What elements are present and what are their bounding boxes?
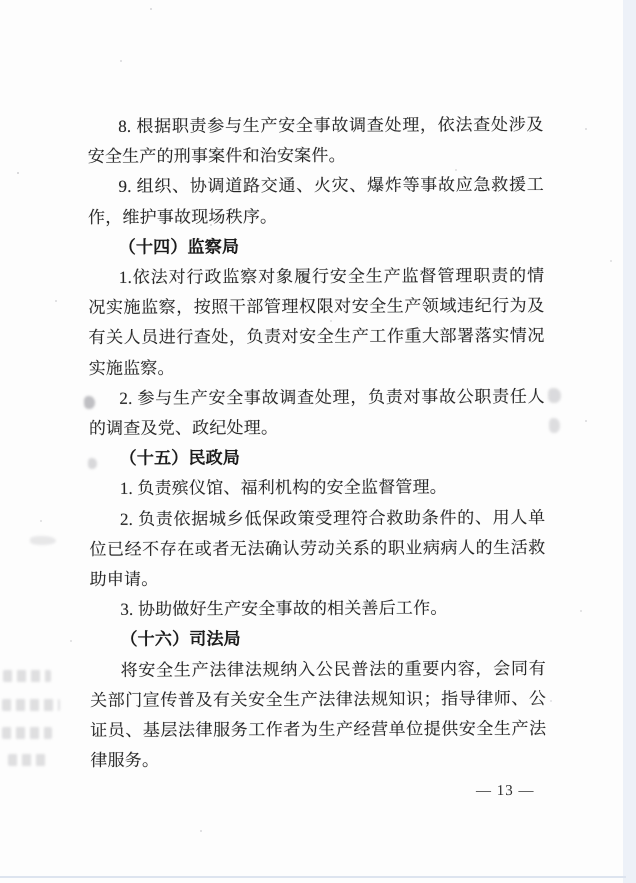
paragraph: 将安全生产法律法规纳入公民普法的重要内容，会同有关部门宣传普及有关安全生产法律法规知识；指导律师、公证员、基层法律服务工作者为生产经营单位提供安全生产法律服务。 xyxy=(90,658,547,771)
scan-edge-strip xyxy=(623,0,636,883)
bleed-through-artifact xyxy=(2,727,52,739)
bleed-through-artifact xyxy=(2,699,60,711)
ink-smudge xyxy=(30,536,56,545)
document-body xyxy=(88,110,547,776)
ink-smudge xyxy=(548,388,561,403)
section-heading: （十四）监察局 xyxy=(118,237,240,257)
section-heading: （十六）司法局 xyxy=(120,629,241,650)
paragraph: 3. 协助做好生产安全事故的相关善后工作。 xyxy=(120,598,448,620)
paragraph: 1. 负责殡仪馆、福利机构的安全监督管理。 xyxy=(119,477,448,499)
paragraph: 8. 根据职责参与生产安全事故调查处理，依法查处涉及安全生产的刑事案件和治安案件。 xyxy=(87,115,544,167)
paragraph: 9. 组织、协调道路交通、火灾、爆炸等事故应急救援工作，维护事故现场秩序。 xyxy=(87,175,544,227)
paragraph: 2. 参与生产安全事故调查处理，负责对事故公职责任人的调查及党、政纪处理。 xyxy=(88,386,545,439)
scan-noise-dots xyxy=(0,0,2,2)
paragraph: 1.依法对行政监察对象履行安全生产监督管理职责的情况实施监察，按照干部管理权限对安全生产领域违纪行为及有关人员进行查处，负责对安全生产工作重大部署落实情况实施监察。 xyxy=(88,266,545,378)
paragraph: 2. 负责依据城乡低保政策受理符合救助条件的、用人单位已经不存在或者无法确认劳动关系的职业病病人的生活救助申请。 xyxy=(89,507,546,590)
scan-bottom-line xyxy=(0,876,626,878)
section-heading: （十五）民政局 xyxy=(119,448,241,469)
bleed-through-artifact xyxy=(3,670,51,682)
ink-smudge xyxy=(549,418,560,433)
bleed-through-artifact xyxy=(8,754,48,766)
page-number: — 13 — xyxy=(475,782,535,800)
